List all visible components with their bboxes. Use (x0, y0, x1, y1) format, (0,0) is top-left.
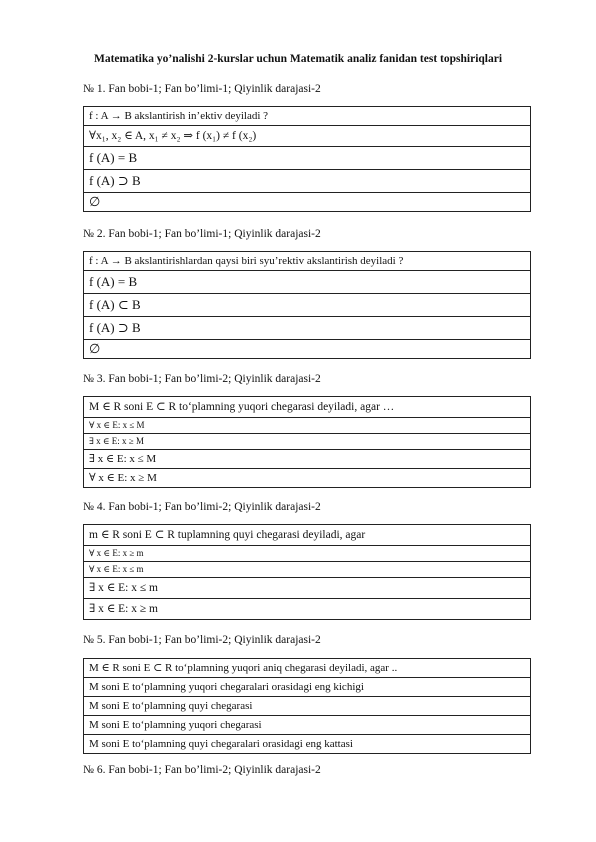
question-3-table (83, 396, 531, 488)
question-4-option-3: ∃ x ∈ E: x ≤ m (84, 578, 531, 599)
question-4-table (83, 524, 531, 620)
question-4-prompt: m ∈ R soni E ⊂ R tuplamning quyi chegarasi deyiladi, agar (84, 525, 531, 546)
question-4-option-2: ∀ x ∈ E: x ≤ m (84, 562, 531, 578)
question-3-option-4: ∀ x ∈ E: x ≥ M (84, 469, 531, 488)
question-3-option-1: ∀ x ∈ E: x ≤ M (84, 418, 531, 434)
question-3-header: № 3. Fan bobi-1; Fan bo’limi-2; Qiyinlik darajasi-2 (83, 373, 321, 385)
question-2-prompt: f : A → B akslantirishlardan qaysi biri syu’rektiv akslantirish deyiladi ? (84, 252, 531, 271)
question-2-option-4: ∅ (84, 340, 531, 359)
question-4-header: № 4. Fan bobi-1; Fan bo’limi-2; Qiyinlik darajasi-2 (83, 501, 321, 513)
question-6-header: № 6. Fan bobi-1; Fan bo’limi-2; Qiyinlik darajasi-2 (83, 764, 321, 776)
question-5-option-1: M soni E to‘plamning yuqori chegaralari orasidagi eng kichigi (84, 678, 531, 697)
question-4-option-4: ∃ x ∈ E: x ≥ m (84, 599, 531, 620)
question-3-option-3: ∃ x ∈ E: x ≤ M (84, 450, 531, 469)
question-5-table (83, 658, 531, 754)
question-2-table (83, 251, 531, 359)
question-5-option-4: M soni E to‘plamning quyi chegaralari orasidagi eng kattasi (84, 735, 531, 754)
question-5-option-3: M soni E to‘plamning yuqori chegarasi (84, 716, 531, 735)
question-1-table (83, 106, 531, 212)
question-1-option-2: f (A) = B (84, 147, 531, 170)
question-5-option-2: M soni E to‘plamning quyi chegarasi (84, 697, 531, 716)
question-5-prompt: M ∈ R soni E ⊂ R to‘plamning yuqori aniq chegarasi deyiladi, agar .. (84, 659, 531, 678)
question-2-option-1: f (A) = B (84, 271, 531, 294)
question-5-header: № 5. Fan bobi-1; Fan bo’limi-2; Qiyinlik darajasi-2 (83, 634, 321, 646)
question-1-header: № 1. Fan bobi-1; Fan bo’limi-1; Qiyinlik darajasi-2 (83, 83, 321, 95)
question-4-option-1: ∀ x ∈ E: x ≥ m (84, 546, 531, 562)
question-3-prompt: M ∈ R soni E ⊂ R to‘plamning yuqori chegarasi deyiladi, agar … (84, 397, 531, 418)
question-2-option-2: f (A) ⊂ B (84, 294, 531, 317)
question-1-option-4: ∅ (84, 193, 531, 212)
question-1-prompt: f : A → B akslantirish in’ektiv deyiladi ? (84, 107, 531, 126)
question-2-header: № 2. Fan bobi-1; Fan bo’limi-1; Qiyinlik darajasi-2 (83, 228, 321, 240)
document-title: Matematika yo’nalishi 2-kurslar uchun Matematik analiz fanidan test topshiriqlari (93, 53, 503, 65)
question-1-option-3: f (A) ⊃ B (84, 170, 531, 193)
question-1-option-1: ∀x₁, x₂ ∈ A, x₁ ≠ x₂ ⇒ f (x₁) ≠ f (x₂) (84, 126, 531, 147)
question-2-option-3: f (A) ⊃ B (84, 317, 531, 340)
question-3-option-2: ∃ x ∈ E: x ≥ M (84, 434, 531, 450)
